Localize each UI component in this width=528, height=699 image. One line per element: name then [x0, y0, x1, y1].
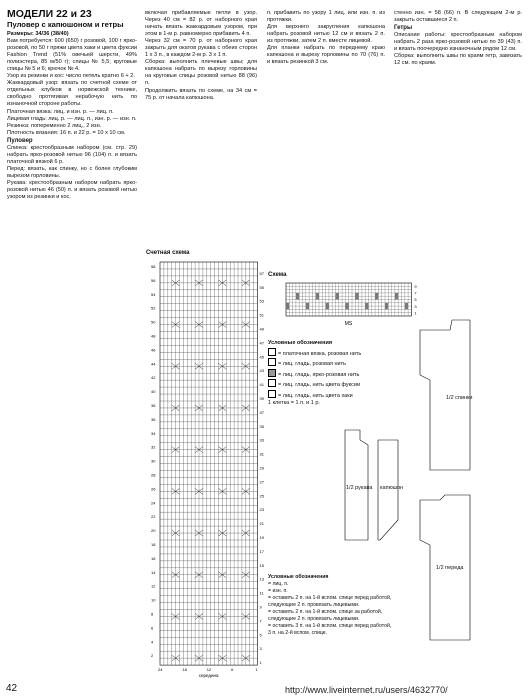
scheme-cell: [375, 296, 378, 299]
paragraph: Спинка: крестообразным набором (см. стр. 29) набрать ярко-розовой нитью 96 (104) п. и вязать платочной вязкой 6 р.: [7, 144, 137, 165]
row-label: 28: [151, 472, 156, 478]
row-label: 31: [259, 451, 264, 457]
row-label: 9: [259, 604, 262, 610]
column-label: 18: [182, 667, 187, 673]
row-label: 15: [259, 562, 264, 568]
scheme-cell: [316, 293, 319, 296]
scheme-cell: [336, 293, 339, 296]
scheme-cell: [365, 306, 368, 309]
row-label: 45: [259, 354, 264, 360]
scheme-cell: [345, 303, 348, 306]
stitch-chart: [151, 262, 265, 678]
scheme-cell: [395, 293, 398, 296]
paragraph: Лицевая гладь: лиц. р. — лиц. п., изн. р. — изн. п.: [7, 115, 137, 122]
row-label: 13: [259, 576, 264, 582]
page-number: 42: [6, 683, 18, 694]
legend-note: 1 клетка = 1 п. и 1 р.: [268, 400, 320, 406]
paragraph: Продолжить вязать по схеме, на 34 см = 75 р. от начала капюшона.: [145, 87, 257, 101]
row-label: 57: [259, 270, 264, 276]
row-label: 17: [259, 548, 264, 554]
section-heading: Гетры: [394, 25, 413, 32]
legend-item: = лиц. п.: [268, 581, 289, 587]
chart-bottom-label: середина: [198, 673, 219, 679]
scheme-cell: [405, 303, 408, 306]
scheme-cell: [345, 306, 348, 309]
row-label: 48: [151, 333, 156, 339]
row-label: 23: [259, 507, 264, 513]
scheme-cell: [365, 303, 368, 306]
row-label: 58: [151, 263, 156, 269]
row-label: 22: [151, 514, 156, 520]
row-label: 51: [259, 312, 264, 318]
row-label: 21: [259, 521, 264, 527]
row-label: 7: [414, 290, 417, 296]
row-label: 32: [151, 444, 156, 450]
paragraph: Сборка: выполнить швы по краям гетр, завязать 12 см. по краям.: [394, 53, 522, 67]
row-label: 50: [151, 319, 156, 325]
row-label: 4: [151, 639, 154, 645]
paragraph: Перед: вязать, как спинку, но с более глубоким вырезом горловины.: [7, 165, 137, 179]
row-label: 35: [259, 423, 264, 429]
row-label: 25: [259, 493, 264, 499]
paragraph: Платочная вязка: лиц. и изн. р. — лиц. п.: [7, 108, 114, 115]
scheme-cell: [355, 293, 358, 296]
row-label: 3: [414, 303, 417, 309]
paragraph: п. прибавить по узору 1 лиц. или изн. п. из протяжки.: [267, 10, 385, 24]
row-label: 20: [151, 528, 156, 534]
scheme-cell: [355, 296, 358, 299]
sizes-line: Размеры: 34/36 (38/40): [7, 31, 69, 37]
scheme-title: Схема: [268, 272, 287, 278]
scheme-cell: [296, 293, 299, 296]
column-label: 6: [231, 667, 234, 673]
paragraph: Узор из резинки и кос: число петель кратно 6 + 2.: [7, 73, 135, 80]
scheme-cell: [316, 296, 319, 299]
row-label: 38: [151, 402, 156, 408]
scheme-cell: [395, 296, 398, 299]
row-label: 42: [151, 375, 156, 381]
row-label: 8: [151, 611, 154, 617]
row-label: 3: [259, 646, 262, 652]
row-label: 34: [151, 430, 156, 436]
legend-item: = платочная вязка, розовая нить: [268, 348, 388, 359]
scheme-cell: [306, 303, 309, 306]
row-label: 5: [414, 297, 417, 303]
source-url: http://www.liveinternet.ru/users/4632770/: [285, 685, 448, 695]
paragraph: Для планки набрать по переднему краю капюшона и вырезу горловины по 70 (76) п. и вязать резинкой 3 см.: [267, 45, 385, 66]
legend-item: = лиц. гладь, нить цвета хаки: [268, 390, 388, 401]
row-label: 30: [151, 458, 156, 464]
row-label: 16: [151, 555, 156, 561]
label-hood: капюшон: [380, 485, 404, 491]
label-half-sleeve: 1/2 рукава: [346, 485, 373, 491]
scheme-cell: [306, 306, 309, 309]
paragraph: Для верхнего закругления капюшона набрать розовой нитью 12 см и вязать 2 п. из протяжки, затем 2 п. вместе лицевой.: [267, 24, 385, 45]
colourwork-scheme: [286, 283, 417, 327]
row-label: 12: [151, 583, 156, 589]
row-label: 1: [259, 660, 262, 666]
row-label: 46: [151, 347, 156, 353]
row-label: 53: [259, 298, 264, 304]
legend-item: = лиц. гладь, нить цвета фуксии: [268, 379, 388, 390]
row-label: 1: [414, 310, 417, 316]
row-label: 37: [259, 409, 264, 415]
row-label: 10: [151, 597, 156, 603]
label-half-back: 1/2 спинки: [446, 395, 473, 401]
paragraph: Сборка: выполнить плечевые швы; для капюшона набрать по вырезу горловины на круговые спицы розовой нитью 88 (96) п.: [145, 59, 257, 87]
row-label: 14: [151, 569, 156, 575]
row-label: 49: [259, 326, 264, 332]
column-label: 12: [206, 667, 212, 673]
legend-item: = оставить 2 п. на 1-й вспом. спице за работой, следующие 2 п. провязать лицевыми.: [268, 609, 383, 622]
row-label: 41: [259, 382, 264, 388]
column-label: 1: [255, 667, 258, 673]
scheme-cell: [336, 296, 339, 299]
row-label: 19: [259, 535, 264, 540]
section-heading: Пуловер: [7, 137, 33, 144]
row-label: 47: [259, 340, 264, 346]
scheme-cell: [385, 303, 388, 306]
row-label: 24: [151, 500, 156, 506]
row-label: 43: [259, 368, 264, 374]
legend-item: = изн. п.: [268, 588, 288, 594]
row-label: 2: [151, 653, 154, 659]
paragraph: Через 32 см = 70 р. от наборного края закрыть для окатов рукава с обеих сторон 1 х 3 п., в каждом 2-м р. 3 х 1 п.: [145, 38, 257, 59]
legend-title: Условные обозначения: [268, 340, 333, 346]
scheme-cell: [375, 293, 378, 296]
row-label: 40: [151, 389, 156, 395]
row-label: 54: [151, 291, 156, 297]
row-label: 7: [259, 618, 262, 624]
row-label: 36: [151, 416, 156, 422]
row-label: 44: [151, 361, 156, 367]
label-half-front: 1/2 переда: [436, 565, 464, 571]
row-label: 39: [259, 396, 264, 401]
scheme-cell: [326, 303, 329, 306]
legend-item: = лиц. гладь, ярко-розовая нить: [268, 369, 388, 380]
chart-title: Счетная схема: [146, 250, 190, 256]
scheme-cell: [326, 306, 329, 309]
paragraph: Жаккардовый узор: вязать по счетной схеме от отдельных клубков в норвежской технике, свободно протягивая нерабочую нить по изнаночной стороне работы.: [7, 80, 137, 108]
paragraph: Резинка: попеременно 2 лиц., 2 изн.: [7, 122, 102, 129]
row-label: 11: [259, 590, 264, 596]
row-label: 5: [259, 632, 262, 638]
page-title: МОДЕЛИ 22 и 23: [7, 8, 92, 20]
scheme-cell: [385, 306, 388, 309]
row-label: 9: [414, 284, 417, 289]
scheme-cell: [286, 306, 289, 309]
row-label: 33: [259, 437, 264, 443]
paragraph: включая прибавляемые петли в узор. Через 40 см = 82 р. от наборного края начать вязать жаккардовым узором, при этом в 1-м р. равномерно прибавить 4 п.: [145, 10, 257, 38]
row-label: 56: [151, 277, 156, 283]
row-label: 55: [259, 284, 264, 290]
scheme-mark: MS: [344, 321, 353, 327]
scheme-cell: [296, 296, 299, 299]
row-label: 6: [151, 625, 154, 631]
paragraph: Плотность вязания: 16 п. и 22 р. = 10 х 10 см.: [7, 129, 126, 136]
legend-item: = оставить 3 п. на 1-й вспом. спице перед работой, 3 п. на 2-й вспом. спице.: [268, 623, 392, 636]
legend-item: = лиц. гладь, розовая нить: [268, 358, 388, 369]
row-label: 27: [259, 479, 264, 485]
paragraph: Рукава: крестообразным набором набрать ярко-розовой нитью 46 (50) п. и вязать розовой нитью узором из резинки и кос.: [7, 179, 137, 201]
paragraph: Описание работы: крестообразным набором набрать 2 раза ярко-розовой нитью по 39 (43) п. и вязать поочередно изнаночным рядом 12 см.: [394, 32, 522, 53]
legend-title: Условные обозначения: [268, 574, 329, 580]
legend-item: = оставить 2 п. на 1-й вспом. спице перед работой, следующие 2 п. провязать лицевыми.: [268, 595, 392, 608]
row-label: 29: [259, 465, 264, 471]
row-label: 26: [151, 486, 156, 492]
column-label: 24: [158, 667, 163, 673]
scheme-cell: [286, 303, 289, 306]
model-subtitle: Пуловер с капюшоном и гетры: [7, 20, 124, 29]
paragraph: стенно изн. = 58 (66) п. В следующем 2-м р. закрыть оставшиеся 2 п.: [394, 10, 522, 24]
paragraph: Вам потребуется: 600 (650) г розовой, 100 г ярко-розовой, по 50 г пряжи цвета хаки и цвета фуксии Fashion Trend (51% овечьей шерсти, 49% полиэстера, 85 м/50 г); спицы № 5,5; круговые спицы № 5 и 6; крючок № 4.: [7, 38, 137, 73]
row-label: 18: [151, 541, 156, 547]
scheme-cell: [405, 306, 408, 309]
row-label: 52: [151, 305, 156, 311]
